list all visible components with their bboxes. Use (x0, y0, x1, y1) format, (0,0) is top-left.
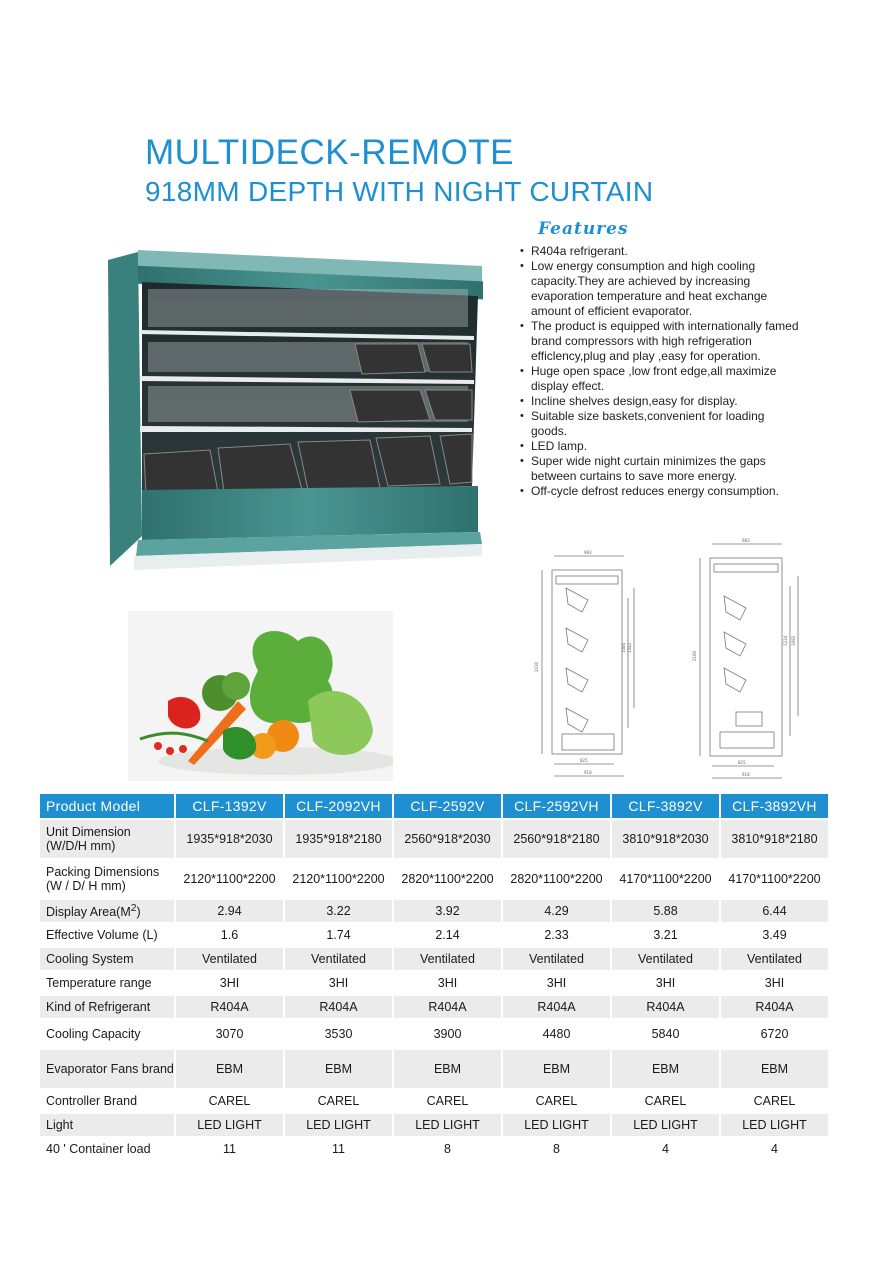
page-subtitle: 918MM DEPTH WITH NIGHT CURTAIN (145, 176, 654, 207)
table-cell: LED LIGHT (721, 1114, 830, 1136)
row-label: Cooling Capacity (40, 1020, 176, 1048)
table-cell: CAREL (285, 1090, 394, 1112)
drawing2-width: 983 (742, 538, 750, 543)
table-cell: 2560*918*2180 (503, 820, 612, 858)
table-cell: LED LIGHT (285, 1114, 394, 1136)
features-heading: Features (538, 219, 629, 239)
table-cell: 6.44 (721, 900, 830, 922)
table-row (40, 1020, 830, 1048)
row-label-text: Display Area(M (46, 905, 131, 920)
table-row (40, 1050, 830, 1088)
table-cell: 2.94 (176, 900, 285, 922)
table-cell: LED LIGHT (612, 1114, 721, 1136)
table-cell: CAREL (176, 1090, 285, 1112)
table-cell: CAREL (394, 1090, 503, 1112)
drawing2-depth1: 825 (738, 760, 746, 765)
row-label-tail: ) (136, 905, 141, 920)
table-row (40, 972, 830, 994)
table-cell: 8 (503, 1138, 612, 1160)
table-cell: EBM (176, 1050, 285, 1088)
row-label: Light (40, 1114, 176, 1136)
table-row (40, 860, 830, 898)
table-cell: Ventilated (394, 948, 503, 970)
table-cell: 1.74 (285, 924, 394, 946)
table-cell: LED LIGHT (503, 1114, 612, 1136)
header-model: CLF-1392V (176, 794, 285, 818)
table-row (40, 948, 830, 970)
table-cell: 3900 (394, 1020, 503, 1048)
table-row (40, 924, 830, 946)
table-cell: EBM (285, 1050, 394, 1088)
table-cell: 2120*1100*2200 (285, 860, 394, 898)
drawing1-inner1: 1084 (621, 642, 626, 653)
drawing1-width: 983 (584, 550, 592, 555)
table-cell: 11 (176, 1138, 285, 1160)
table-cell: CAREL (612, 1090, 721, 1112)
table-cell: 2820*1100*2200 (503, 860, 612, 898)
table-cell: 3070 (176, 1020, 285, 1048)
row-label: Unit Dimension (W/D/H mm) (40, 820, 176, 858)
feature-item: • Off-cycle defrost reduces energy consumption. (518, 484, 803, 499)
row-label-superscript: 2 (130, 903, 137, 915)
table-cell: 4480 (503, 1020, 612, 1048)
table-cell: EBM (503, 1050, 612, 1088)
table-cell: Ventilated (721, 948, 830, 970)
table-cell: Ventilated (503, 948, 612, 970)
row-label: 40 ' Container load (40, 1138, 176, 1160)
header-model: CLF-2592V (394, 794, 503, 818)
header-model: CLF-3892VH (721, 794, 830, 818)
drawing1-depth1: 825 (580, 758, 588, 763)
row-label: Evaporator Fans brand (40, 1050, 176, 1088)
table-cell: 3810*918*2030 (612, 820, 721, 858)
row-label: Controller Brand (40, 1090, 176, 1112)
table-cell: 2560*918*2030 (394, 820, 503, 858)
table-cell: 3810*918*2180 (721, 820, 830, 858)
row-label: Cooling System (40, 948, 176, 970)
row-label (40, 900, 176, 922)
feature-item: • Low energy consumption and high cooling capacity.They are achieved by increasing evaporation temperature and heat exchange amount of efficient evaporator. (518, 259, 803, 319)
table-cell: 4170*1100*2200 (721, 860, 830, 898)
drawing2-inner1: 1234 (783, 635, 788, 646)
table-row (40, 820, 830, 858)
table-cell: CAREL (503, 1090, 612, 1112)
drawing2-depth2: 918 (742, 772, 750, 777)
table-cell: 3.49 (721, 924, 830, 946)
feature-item: • Incline shelves design,easy for display. (518, 394, 803, 409)
row-label: Packing Dimensions (W / D/ H mm) (40, 860, 176, 898)
table-row (40, 1090, 830, 1112)
feature-item: • Huge open space ,low front edge,all maximize display effect. (518, 364, 803, 394)
table-cell: 3.92 (394, 900, 503, 922)
row-label: Kind of Refrigerant (40, 996, 176, 1018)
table-row (40, 1138, 830, 1160)
table-cell: 2.33 (503, 924, 612, 946)
feature-item: • LED lamp. (518, 439, 803, 454)
table-cell: Ventilated (285, 948, 394, 970)
table-cell: 3HI (612, 972, 721, 994)
table-cell: R404A (503, 996, 612, 1018)
drawing1-depth2: 918 (584, 770, 592, 775)
table-cell: R404A (394, 996, 503, 1018)
row-label: Temperature range (40, 972, 176, 994)
table-cell: 2.14 (394, 924, 503, 946)
table-cell: EBM (612, 1050, 721, 1088)
table-cell: 3.21 (612, 924, 721, 946)
table-cell: 6720 (721, 1020, 830, 1048)
features-list (518, 244, 803, 499)
table-row (40, 996, 830, 1018)
section-drawing-2030 (532, 548, 642, 783)
header-product-model: Product Model (40, 794, 176, 818)
table-cell: EBM (721, 1050, 830, 1088)
feature-item: • Suitable size baskets,convenient for loading goods. (518, 409, 803, 439)
table-cell: 11 (285, 1138, 394, 1160)
spec-table (40, 792, 830, 1162)
table-cell: 1935*918*2180 (285, 820, 394, 858)
table-cell: 3HI (285, 972, 394, 994)
table-cell: 3.22 (285, 900, 394, 922)
table-cell: LED LIGHT (394, 1114, 503, 1136)
table-row (40, 900, 830, 922)
table-cell: 4 (721, 1138, 830, 1160)
table-header-row (40, 794, 830, 818)
table-cell: Ventilated (612, 948, 721, 970)
table-cell: R404A (612, 996, 721, 1018)
table-cell: 2820*1100*2200 (394, 860, 503, 898)
feature-item: • The product is equipped with internationally famed brand compressors with high refrigeration efficlency,plug and play ,easy for operation. (518, 319, 803, 364)
table-cell: LED LIGHT (176, 1114, 285, 1136)
feature-item: • R404a refrigerant. (518, 244, 803, 259)
table-cell: 4170*1100*2200 (612, 860, 721, 898)
header-model: CLF-2592VH (503, 794, 612, 818)
feature-item: • Super wide night curtain minimizes the gaps between curtains to save more energy. (518, 454, 803, 484)
header-model: CLF-2092VH (285, 794, 394, 818)
table-cell: 3HI (394, 972, 503, 994)
table-cell: CAREL (721, 1090, 830, 1112)
table-cell: R404A (176, 996, 285, 1018)
drawing1-height: 2030 (534, 661, 539, 672)
table-cell: 3HI (176, 972, 285, 994)
table-cell: 3530 (285, 1020, 394, 1048)
table-cell: 1.6 (176, 924, 285, 946)
page-title: MULTIDECK-REMOTE (145, 133, 515, 172)
drawing2-inner2: 1692 (791, 635, 796, 646)
table-cell: 4.29 (503, 900, 612, 922)
table-cell: 4 (612, 1138, 721, 1160)
section-drawing-2180 (690, 536, 810, 783)
table-cell: 1935*918*2030 (176, 820, 285, 858)
table-cell: 2120*1100*2200 (176, 860, 285, 898)
table-cell: R404A (285, 996, 394, 1018)
table-cell: 5.88 (612, 900, 721, 922)
table-row (40, 1114, 830, 1136)
table-cell: R404A (721, 996, 830, 1018)
row-label: Effective Volume (L) (40, 924, 176, 946)
table-cell: 3HI (503, 972, 612, 994)
multideck-cabinet-image (100, 244, 490, 574)
table-cell: 5840 (612, 1020, 721, 1048)
drawing2-height: 2180 (692, 650, 697, 661)
table-cell: 3HI (721, 972, 830, 994)
drawing1-inner2: 1542 (627, 642, 632, 653)
table-cell: 8 (394, 1138, 503, 1160)
table-cell: Ventilated (176, 948, 285, 970)
vegetables-image (128, 611, 393, 781)
header-model: CLF-3892V (612, 794, 721, 818)
table-cell: EBM (394, 1050, 503, 1088)
